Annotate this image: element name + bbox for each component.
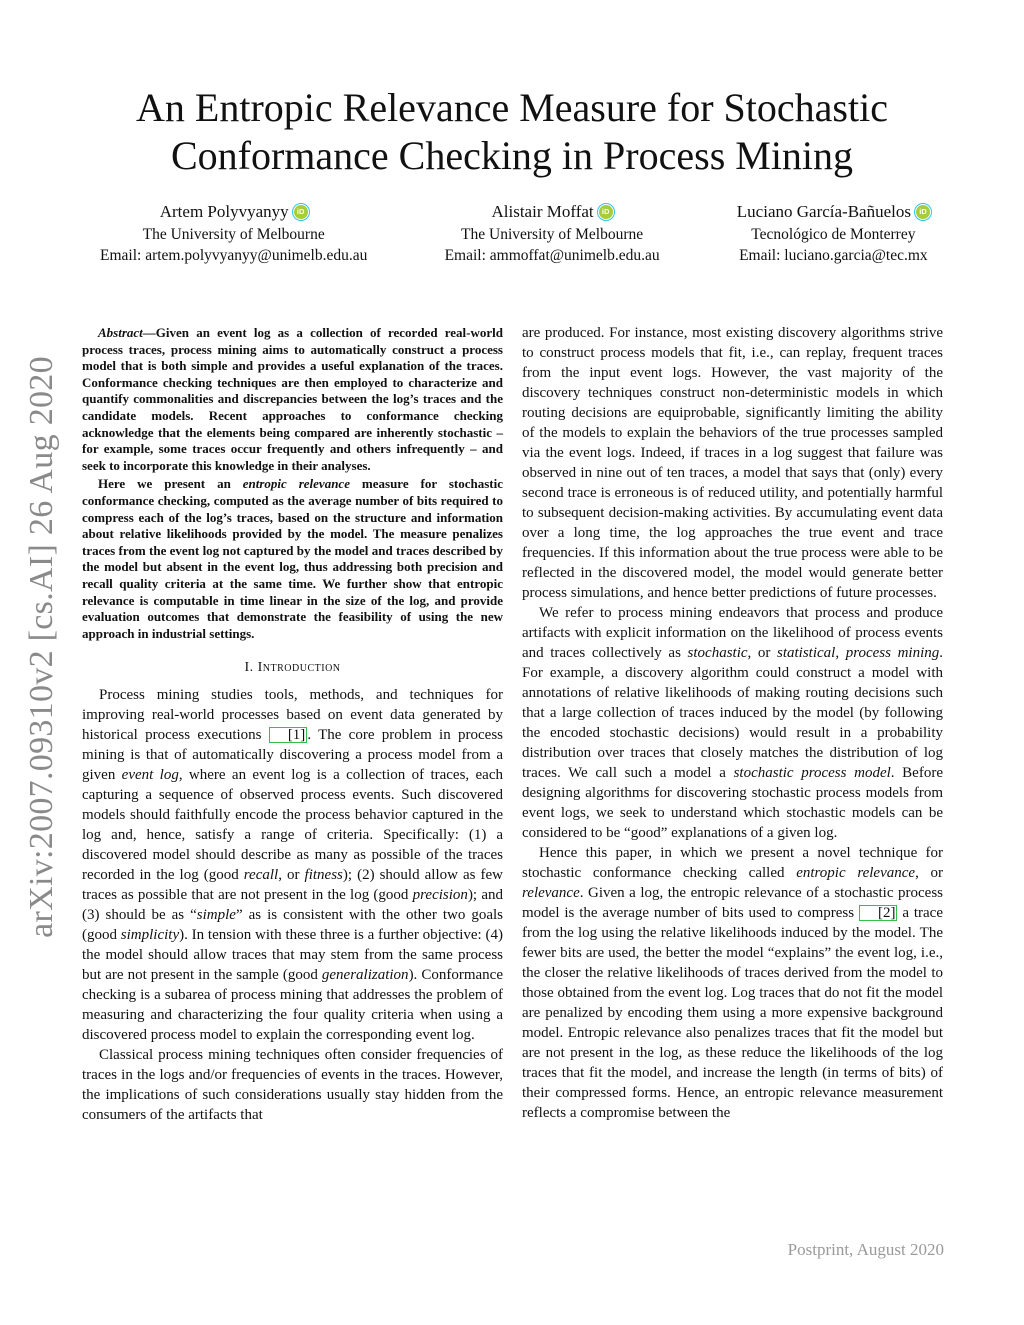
postprint-footer: Postprint, August 2020 <box>787 1240 944 1259</box>
citation-link[interactable]: [2] <box>859 905 898 921</box>
orcid-icon[interactable]: iD <box>294 205 308 219</box>
author-2 <box>445 200 660 266</box>
intro-paragraph-2: Classical process mining techniques often consider frequencies of traces in the logs and/or frequencies of events in the traces. However, the implications of such considerations usually stay hidden from the consumers of the artifacts that <box>82 1047 503 1124</box>
arxiv-identifier: arXiv:2007.09310v2 [cs.AI] 26 Aug 2020 <box>23 356 60 938</box>
author-name: Artem Polyvyanyy <box>159 202 289 221</box>
right-paragraph-3: Hence this paper, in which we present a novel technique for stochastic conformance checking called entropic relevance, or relevance. Given a log, the entropic relevance of a stochastic process model is the average number of bits used to compress [2] a trace from the log using the relative likelihoods induced by the model. The fewer bits are used, the better the model “explains” the event log, i.e., the closer the relative likelihoods of traces derived from the model to those obtained from the event log. Log traces that do not fit the model are penalized by encoding them using a more expensive background model. Entropic relevance also penalizes traces that fit the model but are not present in the log, as these reduce the likelihoods of the log traces that fit the model, and increase the length (in terms of bits) of their compressed forms. Hence, an entropic relevance measurement reflects a compromise between the <box>522 845 944 1121</box>
author-affiliation: Tecnológico de Monterrey <box>751 226 916 243</box>
right-paragraph-1: are produced. For instance, most existing discovery algorithms strive to construct process models that fit, i.e., can replay, frequent traces from the input event logs. However, the vast majority of the discovery techniques construct non-deterministic models in which routing decisions are equiprobable, significantly limiting the ability of the models to explain the behaviors of the true processes sampled via the event logs. Indeed, if traces in a log suggest that failure was observed in nine out of ten traces, a model that says that (only) every second trace is erroneous is of reduced utility, and potentially harmful to subsequent decision-making activities. By accumulating event data over a long time, the log approaches the true event and trace frequencies. If this information about the true process were able to be reflected in the discovered model, the model would generate better process simulations, and hence better predictions of future processes. <box>522 325 943 601</box>
section-heading-introduction: I. Introduction <box>244 660 341 676</box>
abstract-paragraph-2: Here we present an entropic relevance measure for stochastic conformance checking, computed as the average number of bits required to compress each of the log’s traces, based on the structure and information about relative likelihoods provided by the model. The measure penalizes traces from the event log not captured by the model and traces described by the model but absent in the event log, thus addressing both precision and recall quality criteria at the same time. We further show that entropic relevance is computable in time linear in the size of the log, and provide evaluation outcomes that demonstrate the feasibility of using the new approach in industrial settings. <box>82 476 504 641</box>
abstract-paragraph-1: Abstract—Given an event log as a collection of recorded real-world process traces, process mining aims to automatically construct a process model that is both simple and provides a useful explanation of the traces. Conformance checking techniques are then employed to characterize and quantify commonalities and discrepancies between the log’s traces and the candidate models. Recent approaches to conformance checking acknowledge that the elements being compared are inherently stochastic – for example, some traces occur frequently and others infrequently – and seek to incorporate this knowledge in their analyses. <box>82 325 503 473</box>
author-1 <box>100 200 367 266</box>
abstract <box>82 325 503 642</box>
abstract-label: Abstract <box>98 325 143 340</box>
left-column <box>82 325 503 1125</box>
author-name: Luciano García-Bañuelos <box>736 202 911 221</box>
orcid-icon[interactable]: iD <box>916 205 930 219</box>
right-paragraph-2: We refer to process mining endeavors that process and produce artifacts with explicit information on the likelihood of process events and traces collectively as stochastic, or statistical, process mining. For example, a discovery algorithm could construct a model with annotations of relative likelihoods of making routing decisions such that a large collection of traces induced by the model (by following the encoded stochastic decisions) would result in a probability distribution over traces that closely matches the distribution of log traces. We call such a model a stochastic process model. Before designing algorithms for discovering stochastic process models from event logs, we seek to understand which stochastic models can be considered to be “good” explanations of a given log. <box>522 605 943 841</box>
introduction-text <box>82 685 503 1125</box>
title-line-1: An Entropic Relevance Measure for Stochastic <box>136 85 888 130</box>
author-email: Email: ammoffat@unimelb.edu.au <box>444 247 660 264</box>
title-line-2: Conformance Checking in Process Mining <box>170 133 854 178</box>
author-3 <box>737 200 930 266</box>
author-email: Email: artem.polyvyanyy@unimelb.edu.au <box>100 247 368 264</box>
author-block <box>100 200 930 266</box>
citation-link[interactable]: [1] <box>269 727 308 743</box>
author-email: Email: luciano.garcia@tec.mx <box>739 247 928 264</box>
right-column <box>522 323 943 1123</box>
intro-paragraph-1: Process mining studies tools, methods, and techniques for improving real-world processes based on event data generated by historical process executions [1] . The core problem in process mining is that of automatically discovering a process model from a given event log, where an event log is a collection of traces, each capturing a sequence of observed process events. Such discovered models should faithfully encode the process behavior captured in the log and, hence, satisfy a range of criteria. Specifically: (1) a discovered model should describe as many as possible of the traces recorded in the log (good recall, or fitness); (2) should allow as few traces as possible that are not present in the log (good precision); and (3) should be as “simple” as is consistent with the other two goals (good simplicity). In tension with these three is a further objective: (4) the model should allow traces that may stem from the same process but are not present in the sample (good generalization). Conformance checking is a subarea of process mining that addresses the problem of measuring and characterizing the four quality criteria when using a discovered process model to explain the corresponding event log. <box>82 687 503 1044</box>
author-affiliation: The University of Melbourne <box>461 226 644 243</box>
author-name: Alistair Moffat <box>491 202 594 221</box>
paper-title <box>60 84 964 180</box>
orcid-icon[interactable]: iD <box>599 205 613 219</box>
author-affiliation: The University of Melbourne <box>142 226 325 243</box>
